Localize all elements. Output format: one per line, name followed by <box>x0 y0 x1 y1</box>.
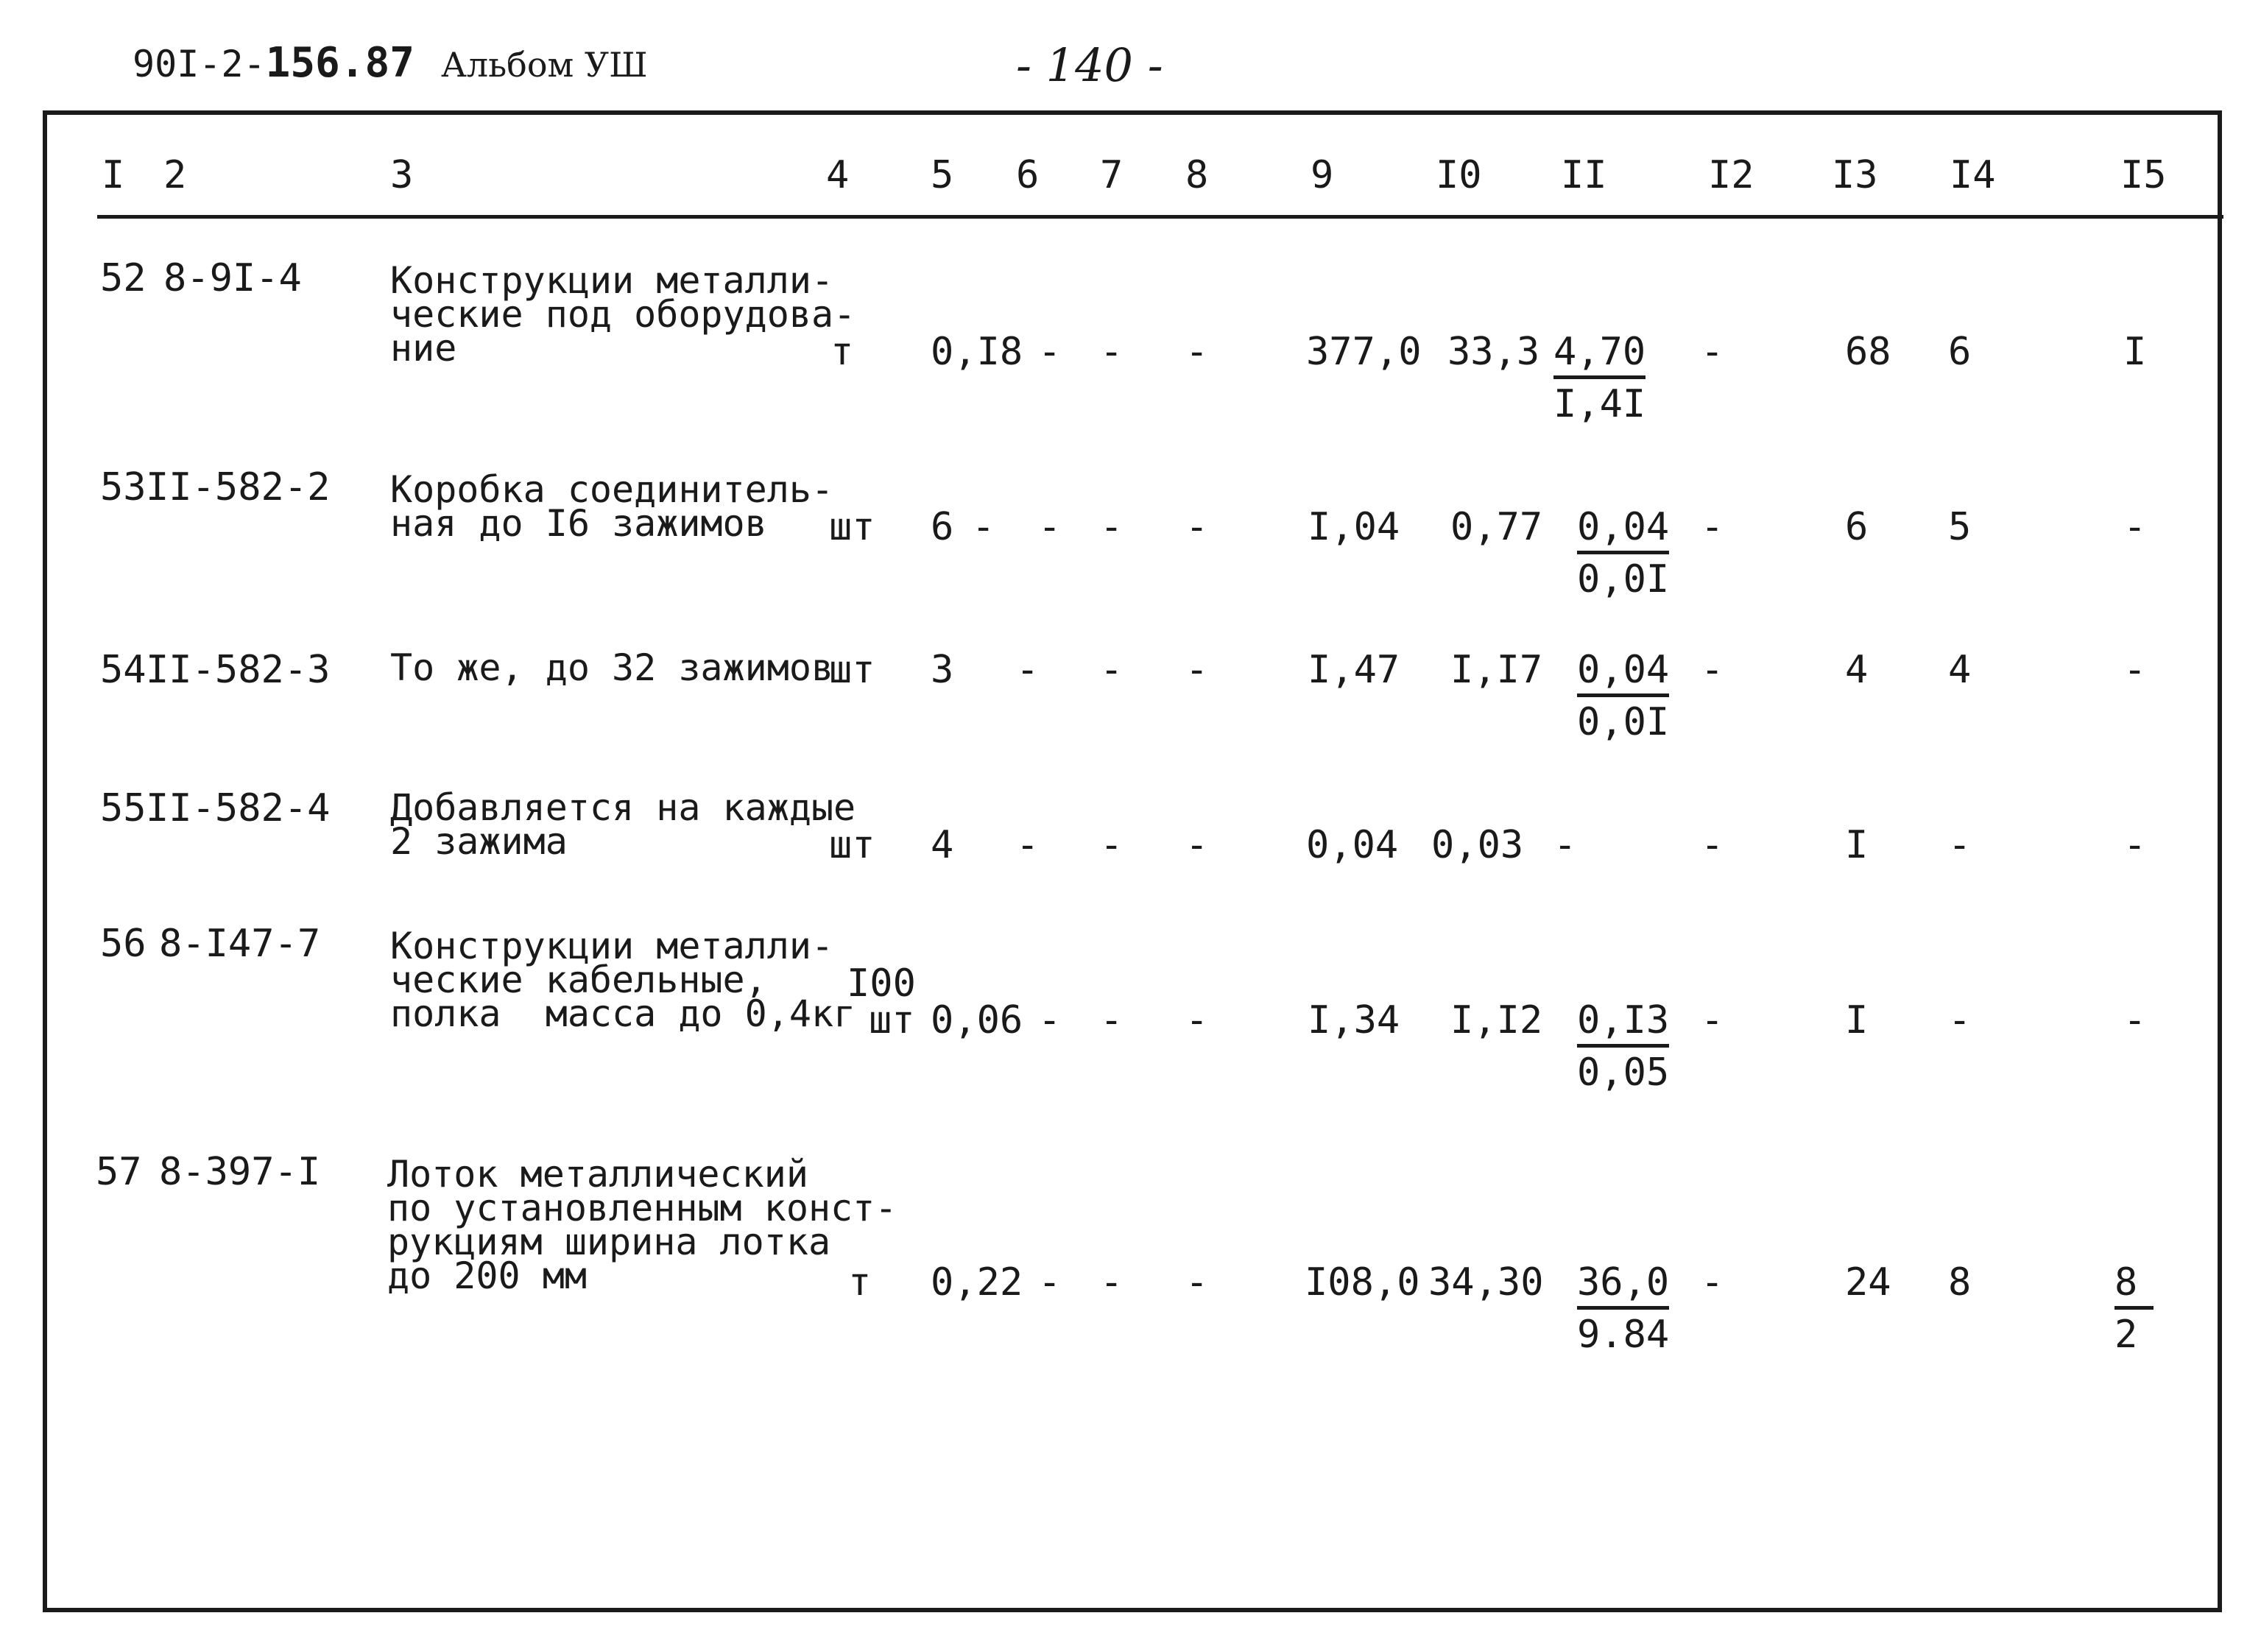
col11: - <box>1553 823 1577 867</box>
document-code-number: 156.87 <box>265 39 415 87</box>
col5-dash: - <box>972 505 995 549</box>
column-header: 9 <box>1311 153 1334 197</box>
fraction-numerator: 4,70 <box>1553 333 1646 379</box>
col8: - <box>1185 648 1209 692</box>
col15: - <box>2123 998 2147 1042</box>
column-header: I <box>102 153 125 197</box>
row-number: 54 <box>100 648 147 692</box>
header-divider <box>97 215 2223 219</box>
column-header: 4 <box>826 153 850 197</box>
col7: - <box>1100 823 1124 867</box>
column-header: II <box>1561 153 1607 197</box>
col14: - <box>1948 823 1972 867</box>
unit: шт <box>869 998 915 1042</box>
fraction-numerator: 0,I3 <box>1577 1001 1669 1048</box>
table-frame <box>43 110 2222 1612</box>
col13: 6 <box>1845 505 1869 549</box>
fraction-denominator: 0,0I <box>1577 700 1670 744</box>
column-header: 6 <box>1016 153 1040 197</box>
fraction-denominator: 2 <box>2114 1313 2138 1357</box>
col5: 0,I8 <box>931 330 1023 374</box>
col14: - <box>1948 998 1972 1042</box>
col11-fraction <box>1577 505 1670 601</box>
col10: 34,30 <box>1428 1260 1544 1305</box>
col10: 0,03 <box>1431 823 1524 867</box>
col7: - <box>1100 998 1124 1042</box>
document-code-prefix: 90I-2- <box>133 43 266 85</box>
norm-code: II-582-3 <box>146 648 331 692</box>
norm-code: II-582-2 <box>146 465 331 509</box>
col13: 4 <box>1845 648 1869 692</box>
column-header: I3 <box>1832 153 1878 197</box>
col13: 24 <box>1845 1260 1891 1305</box>
col6: - <box>1038 330 1062 374</box>
item-description: Конструкции металли- ческие под оборудова- ние <box>390 259 856 370</box>
fraction-numerator: 36,0 <box>1577 1263 1669 1310</box>
col9: 377,0 <box>1306 330 1422 374</box>
col5: 6 <box>931 505 954 549</box>
item-description: Добавляется на каждые 2 зажима <box>390 786 856 863</box>
col12: - <box>1701 330 1724 374</box>
fraction-denominator: 0,05 <box>1577 1051 1670 1095</box>
col13: I <box>1845 823 1869 867</box>
column-header: I2 <box>1708 153 1754 197</box>
col6: - <box>1038 998 1062 1042</box>
col14: 8 <box>1948 1260 1972 1305</box>
col11-fraction <box>1577 1260 1670 1357</box>
col12: - <box>1701 823 1724 867</box>
col5: 0,22 <box>931 1260 1023 1305</box>
item-description: Конструкции металли- ческие кабельные, полка масса до 0,4кг <box>390 925 856 1035</box>
fraction-denominator: I,4I <box>1553 382 1646 426</box>
page-number: - 140 - <box>1016 38 1163 92</box>
col15: - <box>2123 505 2147 549</box>
column-header: 5 <box>931 153 954 197</box>
col7: - <box>1100 1260 1124 1305</box>
col7: - <box>1100 505 1124 549</box>
col14: 4 <box>1948 648 1972 692</box>
fraction-denominator: 9.84 <box>1577 1313 1670 1357</box>
col15-fraction <box>2114 1260 2154 1357</box>
col9: I,47 <box>1308 648 1400 692</box>
column-header: 3 <box>390 153 414 197</box>
norm-code: 8-I47-7 <box>159 922 321 966</box>
norm-code: II-582-4 <box>146 786 331 830</box>
col11-fraction <box>1553 330 1646 426</box>
col8: - <box>1185 330 1209 374</box>
col12: - <box>1701 1260 1724 1305</box>
column-header: 7 <box>1100 153 1124 197</box>
col13: 68 <box>1845 330 1891 374</box>
item-description: То же, до 32 зажимов <box>390 646 834 689</box>
col5: 0,06 <box>931 998 1023 1042</box>
col5: 4 <box>931 823 954 867</box>
col14: 5 <box>1948 505 1972 549</box>
col6: - <box>1016 648 1040 692</box>
col7: - <box>1100 648 1124 692</box>
unit-multiplier: I00 <box>847 961 916 1006</box>
row-number: 56 <box>100 922 147 966</box>
col15: - <box>2123 648 2147 692</box>
col10: I,I7 <box>1450 648 1543 692</box>
col10: I,I2 <box>1450 998 1543 1042</box>
col5: 3 <box>931 648 954 692</box>
col6: - <box>1038 505 1062 549</box>
norm-code: 8-397-I <box>159 1150 321 1194</box>
fraction-numerator: 0,04 <box>1577 651 1669 697</box>
col12: - <box>1701 648 1724 692</box>
row-number: 55 <box>100 786 147 830</box>
album-label: Альбом УШ <box>441 45 648 85</box>
fraction-denominator: 0,0I <box>1577 557 1670 601</box>
col7: - <box>1100 330 1124 374</box>
fraction-numerator: 0,04 <box>1577 508 1669 554</box>
column-header: I5 <box>2120 153 2167 197</box>
col9: I,34 <box>1308 998 1400 1042</box>
row-number: 53 <box>100 465 147 509</box>
col9: I08,0 <box>1305 1260 1420 1305</box>
column-header: 2 <box>163 153 187 197</box>
col14: 6 <box>1948 330 1972 374</box>
item-description: Лоток металлический по установленным конст- рукциям ширина лотка до 200 мм <box>387 1153 897 1297</box>
row-number: 57 <box>96 1150 142 1194</box>
document-code <box>133 39 648 87</box>
col10: 0,77 <box>1450 505 1543 549</box>
col13: I <box>1845 998 1869 1042</box>
col8: - <box>1185 823 1209 867</box>
row-number: 52 <box>100 256 147 300</box>
col15: I <box>2123 330 2147 374</box>
column-header: 8 <box>1185 153 1209 197</box>
col9: 0,04 <box>1306 823 1399 867</box>
unit: т <box>830 330 854 374</box>
column-header: I0 <box>1436 153 1482 197</box>
unit: шт <box>829 505 875 549</box>
col15: - <box>2123 823 2147 867</box>
col10: 33,3 <box>1447 330 1540 374</box>
fraction-numerator: 8 <box>2114 1263 2154 1310</box>
norm-code: 8-9I-4 <box>163 256 302 300</box>
unit: т <box>848 1260 872 1305</box>
col6: - <box>1038 1260 1062 1305</box>
unit: шт <box>829 648 875 692</box>
col12: - <box>1701 505 1724 549</box>
col8: - <box>1185 505 1209 549</box>
unit: шт <box>829 823 875 867</box>
col8: - <box>1185 1260 1209 1305</box>
column-header: I4 <box>1950 153 1996 197</box>
col9: I,04 <box>1308 505 1400 549</box>
item-description: Коробка соединитель- ная до I6 зажимов <box>390 468 834 545</box>
col11-fraction <box>1577 648 1670 744</box>
col6: - <box>1016 823 1040 867</box>
col11-fraction <box>1577 998 1670 1095</box>
col12: - <box>1701 998 1724 1042</box>
col8: - <box>1185 998 1209 1042</box>
